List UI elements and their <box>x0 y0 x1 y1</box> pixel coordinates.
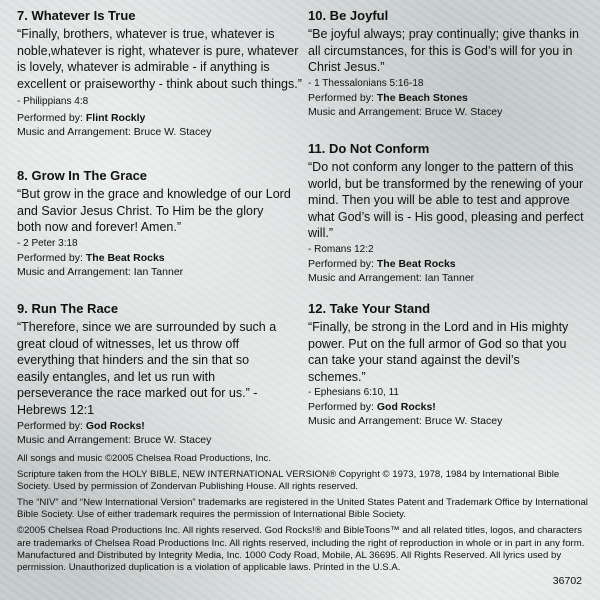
scripture-reference: - Philippians 4:8 <box>17 96 89 108</box>
track-8 <box>17 168 307 279</box>
track-lyric: “Therefore, since we are surrounded by such a great cloud of witnesses, let us throw off everything that hinders and the sin that so easily entangles, and let us run with perseverance the race marked out for us.” - Hebrews 12:1 <box>17 320 277 417</box>
performer-credit: Performed by: Flint Rockly <box>17 111 146 124</box>
performer-credit: Performed by: The Beat Rocks <box>17 251 165 264</box>
track-lyric: “Be joyful always; pray continually; give thanks in all circumstances, for this is God’s will for you in Christ Jesus.” <box>308 27 579 75</box>
track-title: 7. Whatever Is True <box>17 8 136 23</box>
arranger-credit: Music and Arrangement: Ian Tanner <box>308 271 475 284</box>
track-12 <box>308 301 598 428</box>
copyright-songs: All songs and music ©2005 Chelsea Road Productions, Inc. <box>17 453 271 464</box>
scripture-reference: - 2 Peter 3:18 <box>17 237 78 249</box>
track-title: 12. Take Your Stand <box>308 301 431 316</box>
performer-credit: Performed by: The Beach Stones <box>308 91 468 104</box>
track-title: 10. Be Joyful <box>308 8 389 23</box>
arranger-credit: Music and Arrangement: Bruce W. Stacey <box>17 433 212 446</box>
catalog-number: 36702 <box>552 575 582 587</box>
arranger-credit: Music and Arrangement: Bruce W. Stacey <box>17 125 212 138</box>
track-7 <box>17 8 307 139</box>
track-lyric: “Finally, brothers, whatever is true, whatever is noble,whatever is right, whatever is pure, whatever is lovely, whatever is admirable - if anything is excellent or praiseworthy - think about such things.” - Philippians 4:8 <box>17 27 302 108</box>
trademark-notice: The “NIV” and “New International Version” trademarks are registered in the United States Patent and Trademark Office by International Bible Society. Use of either trademark requires the permission of International Bible Society. <box>17 497 588 521</box>
legal-footer <box>17 453 589 578</box>
performer-credit: Performed by: God Rocks! <box>308 401 436 414</box>
track-lyric: “Do not conform any longer to the pattern of this world, but be transformed by the renewing of your mind. Then you will be able to test and approve what God’s will is - His good, pleasing and perfect will.” <box>308 160 584 241</box>
track-title: 8. Grow In The Grace <box>17 168 148 183</box>
scripture-reference: - 1 Thessalonians 5:16-18 <box>308 77 424 89</box>
track-10 <box>308 8 598 119</box>
scripture-reference: - Ephesians 6:10, 11 <box>308 387 399 399</box>
track-title: 11. Do Not Conform <box>308 141 430 156</box>
arranger-credit: Music and Arrangement: Bruce W. Stacey <box>308 415 503 428</box>
track-9 <box>17 301 307 447</box>
track-lyric: “Finally, be strong in the Lord and in His mighty power. Put on the full armor of God so that you can take your stand against the devil’s schemes.” <box>308 320 569 384</box>
performer-credit: Performed by: God Rocks! <box>17 419 145 432</box>
performer-credit: Performed by: The Beat Rocks <box>308 257 456 270</box>
scripture-permission: Scripture taken from the HOLY BIBLE, NEW INTERNATIONAL VERSION® Copyright © 1973, 1978, 1984 by International Bible Society. Used by permission of Zondervan Publishing House. All rights reserved. <box>17 469 560 493</box>
track-lyric: “But grow in the grace and knowledge of our Lord and Savior Jesus Christ. To Him be the glory both now and forever! Amen.” <box>17 187 291 235</box>
arranger-credit: Music and Arrangement: Bruce W. Stacey <box>308 105 503 118</box>
track-title: 9. Run The Race <box>17 301 119 316</box>
track-11 <box>308 141 598 285</box>
arranger-credit: Music and Arrangement: Ian Tanner <box>17 265 184 278</box>
scripture-reference: - Romans 12:2 <box>308 243 374 255</box>
rights-notice: ©2005 Chelsea Road Productions Inc. All rights reserved. God Rocks!® and BibleToons™ and all related titles, logos, and characters are trademarks of Chelsea Road Productions Inc. All rights reserved, including the right of reproduction in whole or in part in any form. Manufactured and Distributed by Integrity Media, Inc. 1000 Cody Road, Mobile, AL 36695. All Rights Reserved. All lyrics used by permission. Unauthorized duplication is a violation of applicable laws. Printed in the U.S.A. <box>17 525 585 573</box>
scripture-reference: - Hebrews 12:1 <box>17 386 258 417</box>
